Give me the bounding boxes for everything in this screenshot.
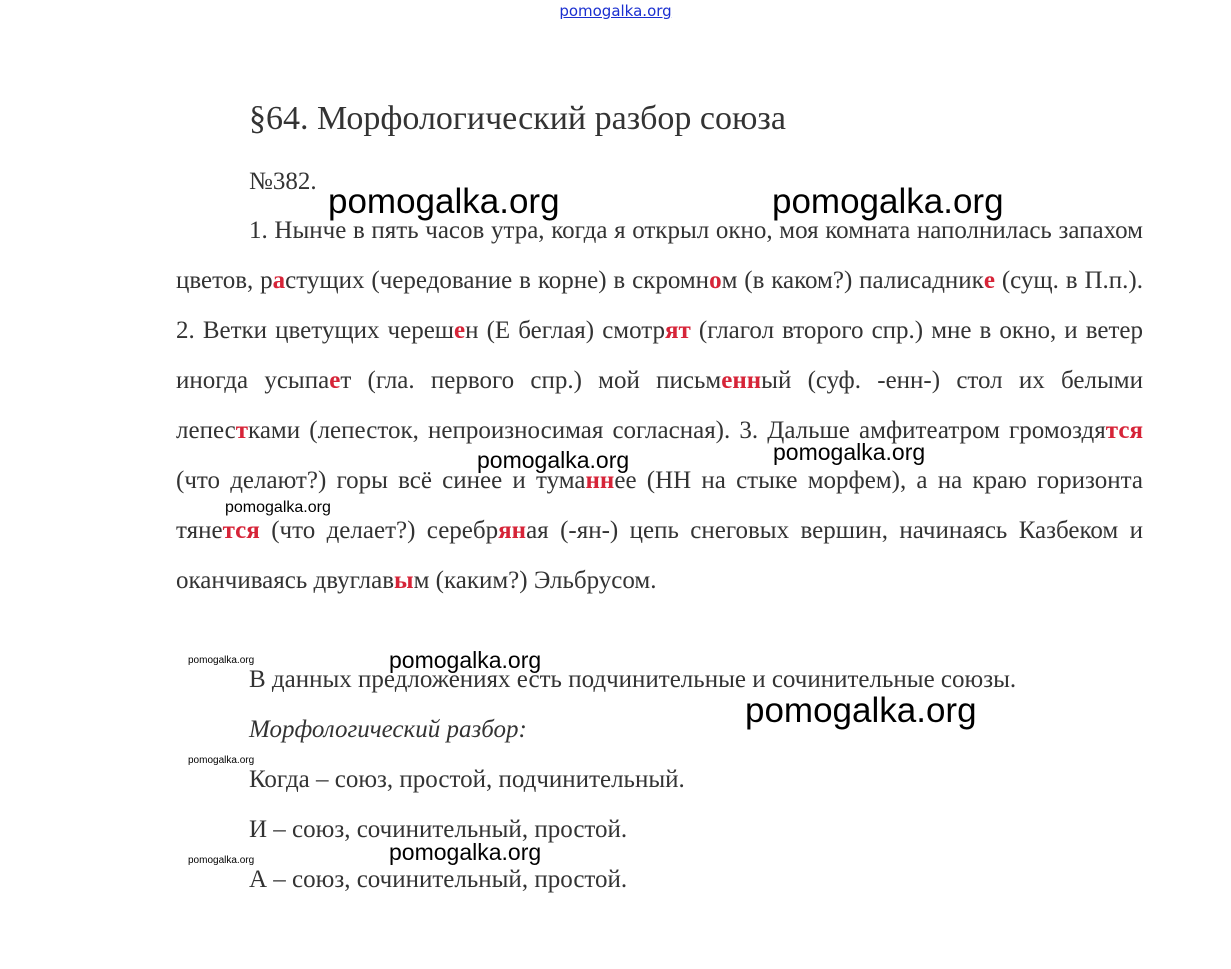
paragraph-text: т (гла. первого спр.) мой пись	[340, 367, 706, 394]
highlighted-letters: нн	[585, 467, 615, 494]
exercise-number: №382.	[249, 168, 317, 195]
paragraph-text: ая (-ян-) цепь снеговых вершин, начиная	[526, 517, 985, 544]
highlighted-letters: е	[983, 267, 995, 294]
highlighted-letters: т	[235, 417, 249, 444]
paragraph-text: стущих (чередование в корне) в скромн	[285, 267, 710, 294]
watermark: pomogalka.org	[188, 655, 255, 666]
site-link[interactable]: pomogalka.org	[559, 2, 672, 20]
paragraph-text: (глагол второго спр.) мне в окно, и ветер иногда усыпа	[176, 317, 1143, 394]
watermark: pomogalka.org	[328, 182, 560, 221]
watermark: pomogalka.org	[188, 855, 255, 866]
highlighted-letters: ят	[665, 317, 691, 344]
paragraph-text: н (Е беглая) смотр	[465, 317, 666, 344]
highlighted-letters: а	[272, 267, 286, 294]
highlighted-letters: енн	[721, 367, 762, 394]
paragraph-text: м (каким?) Эльбрусом.	[413, 567, 657, 594]
paragraph-text: ками (лепесток, непроизносимая согласная). 3. Дальше амфитеатром громоздя	[248, 417, 1106, 444]
parse-line: А – союз, сочинительный, простой.	[249, 866, 628, 893]
paragraph-text: м (в каком?) палисадник	[721, 267, 984, 294]
paragraph-text: (что делают?) горы всё синее и тума	[176, 467, 586, 494]
watermark: pomogalka.org	[772, 182, 1004, 221]
watermark: pomogalka.org	[188, 755, 255, 766]
watermark: pomogalka.org	[745, 691, 977, 730]
highlighted-letters: ы	[394, 567, 414, 594]
paragraph-text: м	[705, 367, 722, 394]
watermark: pomogalka.org	[773, 439, 926, 465]
paragraph-text: (сущ. в П.п.). 2. Ветки цветущих череш	[176, 267, 1143, 344]
page-title: §64. Морфологический разбор союза	[249, 100, 786, 137]
paragraph-text: ее (НН на стыке морфем), а на краю горизонта тяне	[176, 467, 1143, 544]
parse-heading: Морфологический разбор:	[249, 716, 527, 743]
paragraph-text: ый (суф. -енн-) стол их белыми лепес	[176, 367, 1144, 444]
highlighted-letters: е	[329, 367, 341, 394]
watermark: pomogalka.org	[389, 647, 542, 673]
watermark: pomogalka.org	[389, 839, 542, 865]
paragraph-text: (что делает?) серебр	[259, 517, 499, 544]
paragraph-text: 1. Нынче в пять часов утра, когда я открыл окно, моя комната наполнилась запахом цветов, р	[176, 217, 1143, 294]
highlighted-letters: е	[454, 317, 466, 344]
parse-line: Когда – союз, простой, подчинительный.	[249, 766, 685, 793]
conclusion-text: В данных предложениях есть подчинительные и сочинительные союзы.	[249, 666, 1017, 693]
parse-line: И – союз, сочинительный, простой.	[249, 816, 628, 843]
highlighted-letters: тся	[1105, 417, 1143, 444]
exercise-paragraph	[176, 206, 1143, 606]
highlighted-letters: о	[709, 267, 722, 294]
watermark: pomogalka.org	[477, 447, 630, 473]
highlighted-letters: тся	[222, 517, 260, 544]
paragraph-text: сь Казбеком и оканчиваясь двуглав	[176, 517, 1144, 594]
highlighted-letters: ян	[498, 517, 527, 544]
watermark: pomogalka.org	[225, 499, 331, 516]
